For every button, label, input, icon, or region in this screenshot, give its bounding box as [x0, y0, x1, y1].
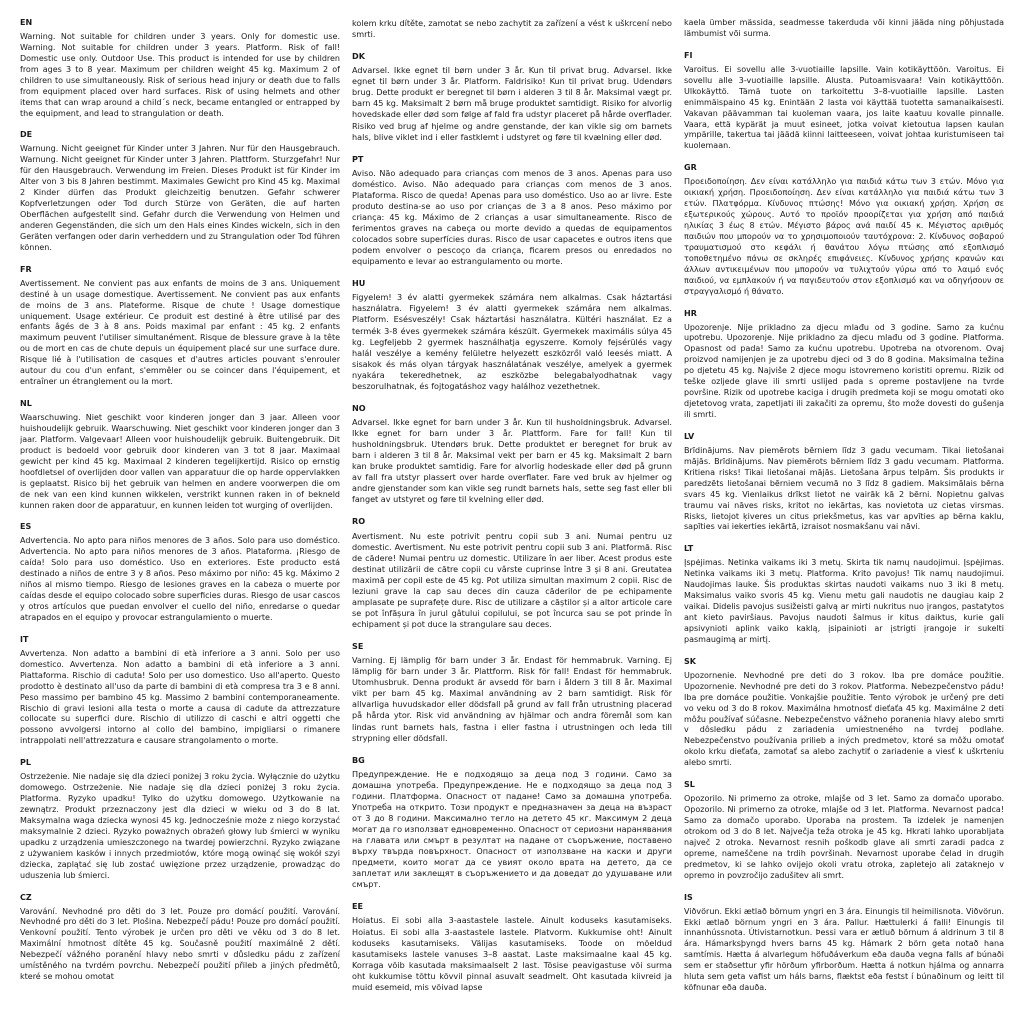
- warning-text: kolem krku dítěte, zamotat se nebo zachytit za zařízení a vést k uškrcení nebo smrti.: [352, 18, 672, 40]
- warning-text: Waarschuwing. Niet geschikt voor kinderen jonger dan 3 jaar. Alleen voor huishoudelijk gebruik. Waarschuwing. Niet geschikt voor kinderen jonger dan 3 jaar. Platform. Valgevaar! Alleen voor huishoudelijk gebruik. Buitengebruik. Dit product is bedoeld voor gebruik door kinderen van 3 tot 8 jaar. Maximaal gewicht per kind 45 kg. Maximaal 2 kinderen tegelijkertijd. Risico op ernstig hoofdletsel of overlijden door vallen van apparatuur die op harde oppervlakken is geplaatst. Risico bij het gebruik van helmen en andere voorwerpen die om de nek van een kind kunnen wikkelen, verstrikt kunnen raken in of bekneld kunnen raken door de apparatuur, en kunnen leiden tot wurging of overlijden.: [20, 413, 340, 510]
- language-section-cz: [20, 893, 340, 984]
- language-code: IT: [20, 634, 29, 644]
- language-section-gr: [684, 163, 1004, 297]
- language-code: EE: [352, 901, 364, 912]
- warning-text: Предупреждение. Не е подходящо за деца под 3 години. Само за домашна употреба. Предупреждение. Не е подходящо за деца под 3 години. Платформа. Опасност от падане! Само за домашна употреба. Употреба на открито. Този продукт е предназначен за деца на възраст от 3 до 8 години. Максимално тегло на детето 45 кг. Максимум 2 деца могат да го използват едновременно. Опасност от сериозни наранявания на главата или смърт в резултат на падане от съоръжение, поставено върху твърда повърхност. Опасност от използване на каски и други предмети, които могат да се увият около врата на детето, да се заплетат или заклещят в съоръжението и да доведат до удушаване или смърт.: [352, 768, 672, 890]
- language-section-fi: [684, 51, 1004, 152]
- language-code: SE: [352, 641, 364, 652]
- warning-text: Avvertenza. Non adatto a bambini di età inferiore a 3 anni. Solo per uso domestico. Avvertenza. Non adatto a bambini di età inferiore a 3 anni. Piattaforma. Rischio di caduta! Solo per uso domestico. Uso all'aperto. Questo prodotto è destinato all'uso da parte di bambini di età compresa tra 3 e 8 anni. Peso massimo per bambino 45 kg. Massimo 2 bambini contemporaneamente. Rischio di gravi lesioni alla testa o morte a causa di cadute da attrezzature collocate su superfici dure. Rischio di utilizzo di caschi e altri oggetti che possono avvolgersi intorno al collo del bambino, impigliarsi o rimanere intrappolati nell'attrezzatura e causare strangolamento o morte.: [20, 648, 340, 746]
- language-code: DE: [20, 130, 33, 140]
- warning-text: Upozornenie. Nevhodné pre deti do 3 rokov. Iba pre domáce použitie. Upozornenie. Nevhodné pre deti do 3 rokov. Platforma. Nebezpečenstvo pádu! Iba pre domáce použitie. Vonkajšie použitie. Tento výrobok je určený pre deti vo veku od 3 do 8 rokov. Maximálna hmotnosť dieťaťa 45 kg. Maximálne 2 deti môžu používať súčasne. Nebezpečenstvo vážneho poranenia hlavy alebo smrti v dôsledku pádu z zariadenia umiestneného na tvrdej podlahe. Nebezpečenstvo používania prilieb a iných predmetov, ktoré sa môžu omotať okolo krku dieťaťa, zamotať sa alebo zachytiť o zariadenie a viesť k uškrteniu alebo smrti.: [684, 670, 1004, 768]
- warning-text: Varoitus. Ei sovellu alle 3-vuotiaille lapsille. Vain kotikäyttöön. Varoitus. Ei sovellu alle 3-vuotiaille lapsille. Alusta. Putoamisvaara! Vain kotikäyttöön. Ulkokäyttö. Tämä tuote on tarkoitettu 3–8-vuotiaille lapsille. Lasten enimmäispaino 45 kg. Enintään 2 lasta voi käyttää tuotetta samanaikaisesti. Vakavan päävamman tai kuoleman vaara, jos laite kaatuu kovalle pinnalle. Vaara, että kypärät ja muut esineet, jotka voivat kietoutua lapsen kaulan ympärille, takertua tai jäädä kiinni laitteeseen, voivat johtaa kuristumiseen tai kuolemaan.: [684, 64, 1004, 151]
- language-code: EN: [20, 18, 33, 27]
- warning-text: Warning. Not suitable for children under 3 years. Only for domestic use. Warning. Not suitable for children under 3 years. Platform. Risk of fall! Domestic use only. Outdoor Use. This product is intended for use by children from ages 3 to 8 year. Maximum per children weight 45 kg. Maximum 2 of children to use simultaneously. Risk of serious head injury or death due to falls from equipment placed over hard surfaces. Risk of using helmets and other items that can wrap around a child´s neck, became entangled or entrapped by the equipment, and lead to strangulation or death.: [20, 31, 340, 118]
- language-section-ro: [352, 516, 672, 630]
- language-code: FR: [20, 264, 32, 274]
- language-code: PT: [352, 153, 364, 164]
- language-section-continued: [352, 18, 672, 40]
- language-code: FI: [684, 50, 693, 60]
- language-code: SL: [684, 780, 695, 790]
- language-code: GR: [684, 163, 697, 173]
- language-section-lt: [684, 544, 1004, 645]
- language-section-bg: [352, 755, 672, 891]
- language-section-en: [20, 18, 340, 119]
- warning-text: Upozorenje. Nije prikladno za djecu mlađu od 3 godine. Samo za kućnu upotrebu. Upozorenje. Nije prikladno za djecu mlađu od 3 godine. Platforma. Opasnost od pada! Samo za kućnu upotrebu. Upotreba na otvorenom. Ovaj proizvod namijenjen je za upotrebu djeci od 3 do 8 godina. Maksimalna težina po djetetu 45 kg. Najviše 2 djece mogu istovremeno koristiti opremu. Rizik od teške ozljede glave ili smrti uslijed pada s opreme postavljene na tvrde površine. Rizik od upotrebe kaciga i drugih predmeta koji se mogu omotati oko djetetovog vrata, zapetljati ili zakačiti za opremu, što može dovesti do gušenja ili smrti.: [684, 322, 1004, 419]
- warning-text: Advarsel. Ikke egnet for barn under 3 år. Kun til husholdningsbruk. Advarsel. Ikke egnet for barn under 3 år. Plattform. Fare for fall! Kun til husholdningsbruk. Utendørs bruk. Dette produktet er beregnet for bruk av barn i alderen 3 til 8 år. Maksimal vekt per barn er 45 kg. Maksimalt 2 barn kan bruke produktet samtidig. Fare for alvorlig hodeskade eller død på grunn av fall fra utstyr plassert over harde overflater. Fare ved bruk av hjelmer og andre gjenstander som kan vikle seg rundt barnets hals, sette seg fast eller bli fanget av utstyret og føre til kvelning eller død.: [352, 416, 672, 505]
- language-section-no: [352, 403, 672, 506]
- warning-text: Advertencia. No apto para niños menores de 3 años. Solo para uso doméstico. Advertencia. No apto para niños menores de 3 años. Plataforma. ¡Riesgo de caída! Solo para uso doméstico. Uso en exteriores. Este producto está destinado a niños de entre 3 y 8 años. Peso máximo por niño: 45 kg. Máximo 2 niños al mismo tiempo. Riesgo de lesiones graves en la cabeza o muerte por caídas desde el equipo colocado sobre superficies duras. Riesgo de usar cascos y otros artículos que puedan envolver el cuello del niño, enredarse o quedar atrapados en el equipo y provocar estrangulamiento o muerte.: [20, 536, 340, 622]
- language-section-hu: [352, 278, 672, 392]
- language-section-sk: [684, 657, 1004, 769]
- language-code: CZ: [20, 892, 32, 902]
- warning-text: Įspėjimas. Netinka vaikams iki 3 metų. Skirta tik namų naudojimui. Įspėjimas. Netinka vaikams iki 3 metų. Platforma. Krito pavojus! Tik namų naudojimui. Naudojimas lauke. Šis produktas skirtas naudoti vaikams nuo 3 iki 8 metų. Maksimalus vaiko svoris 45 kg. Vienu metu gali naudotis ne daugiau kaip 2 vaikai. Didelis pavojus susižeisti galvą ar mirti nukritus nuo įrangos, pastatytos ant kieto paviršiaus. Pavojus naudoti šalmus ir kitus daiktus, kurie gali apsivynioti aplink vaiko kaklą, įsipainioti ar įstrigti įrangoje ir sukelti pasmaugimą ar mirtį.: [684, 558, 1004, 644]
- language-section-lv: [684, 432, 1004, 533]
- language-section-es: [20, 522, 340, 623]
- language-section-it: [20, 635, 340, 747]
- language-code: HR: [684, 308, 697, 318]
- warning-text: Figyelem! 3 év alatti gyermekek számára nem alkalmas. Csak háztartási használatra. Figyelem! 3 év alatti gyermekek számára nem alkalmas. Platform. Esésveszély! Csak háztartási használatra. Kültéri használat. Ez a termék 3-8 éves gyermekek számára készült. Gyermekek maximális súlya 45 kg. Legfeljebb 2 gyermek használhatja egyszerre. Komoly fejsérülés vagy halál veszélye a kemény felületre helyezett eszközről való leesés miatt. A sisakok és más olyan tárgyak használatának veszélye, amelyek a gyermek nyakára tekeredhetnek, az eszközbe belegabalyodhatnak vagy beszorulhatnak, és fojtogatáshoz vagy halálhoz vezethetnek.: [352, 292, 672, 391]
- language-section-ee: [352, 901, 672, 993]
- language-code: BG: [352, 754, 365, 765]
- warning-text: Hoiatus. Ei sobi alla 3-aastastele lastele. Ainult koduseks kasutamiseks. Hoiatus. Ei sobi alla 3-aastastele lastele. Platvorm. Kukkumise oht! Ainult koduseks kasutamiseks. Välijas kasutamiseks. Toode on mõeldud kasutamiseks lastele vanuses 3–8 aastat. Laste maksimaalne kaal 45 kg. Korraga võib kasutada maksimaalselt 2 last. Tõsise peavigastuse või surma oht kukkumise tõttu kõvvil pinnal asuvalt seadmelt. Oht kasutada kiivreid ja muid esemeid, mis võivad lapse: [352, 915, 672, 992]
- language-section-dk: [352, 51, 672, 143]
- warning-label-page: [20, 18, 1004, 1014]
- language-code: PL: [20, 758, 31, 768]
- warning-text: kaela ümber mässida, seadmesse takerduda või kinni jääda ning põhjustada lämbumist või surma.: [684, 18, 1004, 38]
- language-section-hr: [684, 309, 1004, 421]
- text-column-3: [684, 18, 1004, 1014]
- warning-text: Varning. Ej lämplig för barn under 3 år. Endast för hemmabruk. Varning. Ej lämplig för barn under 3 år. Plattform. Risk för fall! Endast för hemmabruk. Utomhusbruk. Denna produkt är avsedd för barn i åldern 3 till 8 år. Maximal vikt per barn 45 kg. Maximal användning av 2 barn samtidigt. Risk för allvarliga huvudskador eller dödsfall på grund av fall från utrustning placerad på hårda ytor. Risk vid användning av hjälmar och andra föremål som kan lindas runt barnets hals, fastna i eller fastna i utrustningen och leda till strypning eller dödsfall.: [352, 655, 672, 743]
- language-code: NL: [20, 399, 32, 409]
- language-section-de: [20, 130, 340, 253]
- warning-text: Προειδοποίηση. Δεν είναι κατάλληλο για παιδιά κάτω των 3 ετών. Μόνο για οικιακή χρήση. Προειδοποίηση. Δεν είναι κατάλληλο για παιδιά κάτω των 3 ετών. Πλατφόρμα. Κίνδυνος πτώσης! Μόνο για οικιακή χρήση. Χρήση σε εξωτερικούς χώρους. Αυτό το προϊόν προορίζεται για χρήση από παιδιά ηλικίας 3 έως 8 ετών. Μέγιστο βάρος ανά παιδί 45 κ. Μέγιστος αριθμός παιδιών που μπορούν να το χρησιμοποιούν ταυτόχρονα: 2. Κίνδυνος σοβαρού τραυματισμού στο κεφάλι ή θανάτου λόγω πτώσης από εξοπλισμό τοποθετημένο πάνω σε σκληρές επιφάνειες. Κίνδυνος χρήσης κρανών και άλλων αντικειμένων που μπορούν να τυλιχτούν γύρω από το λαιμό ενός παιδιού, να εμπλακούν ή να παγιδευτούν στον εξοπλισμό και να οδηγήσουν σε στραγγαλισμό ή θάνατο.: [684, 177, 1004, 296]
- language-code: DK: [352, 51, 365, 62]
- language-code: IS: [684, 892, 693, 902]
- language-section-se: [352, 641, 672, 744]
- language-section-is: [684, 893, 1004, 994]
- warning-text: Varování. Nevhodné pro děti do 3 let. Pouze pro domácí použití. Varování. Nevhodné pro děti do 3 let. Plošina. Nebezpečí pádu! Pouze pro domácí použití. Venkovní použití. Tento výrobek je určen pro děti ve věku od 3 do 8 let. Maximální hmotnost dítěte 45 kg. Současně použití maximálně 2 dětí. Nebezpečí vážného poranění hlavy nebo smrti v důsledku pádu z zařízení umístěného na tvrdém povrchu. Nebezpečí použití přileb a jiných předmětů, které se mohou omotat: [20, 906, 340, 982]
- language-section-pl: [20, 758, 340, 881]
- text-column-1: [20, 18, 340, 1014]
- warning-text: Avertissement. Ne convient pas aux enfants de moins de 3 ans. Uniquement destiné à un usage domestique. Avertissement. Ne convient pas aux enfants de moins de 3 ans. Plateforme. Risque de chute ! Usage domestique uniquement. Usage extérieur. Ce produit est destiné à être utilisé par des enfants âgés de 3 à 8 ans. Poids maximal par enfant : 45 kg. 2 enfants maximum peuvent l'utiliser simultanément. Risque de blessure grave à la tête ou de mort en cas de chute depuis un équipement placé sur une surface dure. Risque lié à l'utilisation de casques et d'autres articles pouvant s'enrouler autour du cou d'un enfant, s'emmêler ou se coincer dans l'équipement, et entraîner un étranglement ou la mort.: [20, 278, 340, 387]
- language-code: LV: [684, 431, 695, 441]
- warning-text: Advarsel. Ikke egnet til børn under 3 år. Kun til privat brug. Advarsel. Ikke egnet til børn under 3 år. Platform. Faldrisiko! Kun til privat brug. Udendørs brug. Dette produkt er beregnet til børn i alderen 3 til 8 år. Maksimal vægt pr. barn 45 kg. Maksimalt 2 børn må bruge produktet samtidigt. Risiko for alvorlig hovedskade eller død som følge af fald fra udstyr placeret på hårde overflader. Risiko ved brug af hjelme og andre genstande, der kan vikle sig om barnets hals, blive viklet ind i eller fastklemt i udstyret og føre til kvælning eller død.: [352, 65, 672, 142]
- language-section-fr: [20, 265, 340, 388]
- warning-text: Viðvörun. Ekki ætlað börnum yngri en 3 ára. Einungis til heimilisnota. Viðvörun. Ekki ætlað börnum yngri en 3 ára. Pallur. Hættulerki á falli! Einungis til innanhússnota. Útivistarnotkun. Þessi vara er ætluð börnum á aldrinum 3 til 8 ára. Hámarksþyngd hvers barns 45 kg. Hámark 2 börn geta notað hana samtímis. Hætta á alvarlegum höfuðáverkum eða dauða vegna falls af búnaði sem er staðsettur yfir hörðum yfirborðum. Hætta á notkun hjálma og annarra hluta sem geta vafist um háls barns, flæktst eða festst í búnaðinum og leitt til köfnunar eða dauða.: [684, 906, 1004, 993]
- language-code: LT: [684, 544, 694, 554]
- language-code: HU: [352, 278, 366, 289]
- text-column-2: [352, 18, 672, 1014]
- warning-text: Aviso. Não adequado para crianças com menos de 3 anos. Apenas para uso doméstico. Aviso. Não adequado para crianças com menos de 3 anos. Plataforma. Risco de queda! Apenas para uso doméstico. Uso ao ar livre. Este produto destina-se ao uso por crianças de 3 a 8 anos. Peso máximo por criança: 45 kg. Máximo de 2 crianças a usar simultaneamente. Risco de ferimentos graves na cabeça ou morte devido a quedas de equipamentos colocados sobre superfícies duras. Risco de usar capacetes e outros itens que podem envolver o pescoço da criança, ficarem presos ou enredados no equipamento e levar ao estrangulamento ou morte.: [352, 167, 672, 267]
- warning-text: Avertisment. Nu este potrivit pentru copii sub 3 ani. Numai pentru uz domestic. Avertisment. Nu este potrivit pentru copii sub 3 ani. Platformă. Risc de cădere! Numai pentru uz domestic. Utilizare în aer liber. Acest produs este destinat utilizării de către copii cu vârste cuprinse între 3 și 8 ani. Greutatea maximă per copil este de 45 kg. Pot utiliza simultan maximum 2 copii. Risc de leziuni grave la cap sau deces din cauza căderilor de pe echipamente amplasate pe suprafețe dure. Risc de utilizare a căștilor și a altor articole care se pot înfășura în jurul gâtului copilului, se pot încurca sau se pot prinde în echipament și pot duce la strangulare sau deces.: [352, 530, 672, 629]
- language-section-pt: [352, 154, 672, 268]
- warning-text: Warnung. Nicht geeignet für Kinder unter 3 Jahren. Nur für den Hausgebrauch. Warnung. Nicht geeignet für Kinder unter 3 Jahren. Plattform. Sturzgefahr! Nur für den Hausgebrauch. Verwendung im Freien. Dieses Produkt ist für Kinder im Alter von 3 bis 8 Jahren bestimmt. Maximales Gewicht pro Kind 45 kg. Maximal 2 Kinder dürfen das Produkt gleichzeitig benutzen. Gefahr schwerer Kopfverletzungen oder Tod durch Stürze von Geräten, die auf harten Oberflächen aufgestellt sind. Gefahr durch die Verwendung von Helmen und anderen Gegenständen, die sich um den Hals eines Kindes wickeln, sich in den Geräten verfangen oder darin verheddern und zu Strangulation oder Tod führen können.: [20, 144, 340, 252]
- language-section-nl: [20, 399, 340, 511]
- language-section-continued: [684, 18, 1004, 40]
- warning-text: Opozorilo. Ni primerno za otroke, mlajše od 3 let. Samo za domačo uporabo. Opozorilo. Ni primerno za otroke, mlajše od 3 let. Platforma. Nevarnost padca! Samo za domačo uporabo. Uporaba na prostem. Ta izdelek je namenjen otrokom od 3 do 8 let. Največja teža otroka je 45 kg. Hkrati lahko uporabljata največ 2 otroka. Nevarnost resnih poškodb glave ali smrti zaradi padca z opreme, nameščene na trdih površinah. Nevarnost uporabe čelad in drugih predmetov, ki se lahko ovijejo okoli vratu otroka, zapletejo ali zataknejo v opremo in povzročijo zadušitev ali smrt.: [684, 794, 1004, 880]
- warning-text: Brīdinājums. Nav piemērots bērniem līdz 3 gadu vecumam. Tikai lietošanai mājās. Brīdinājums. Nav piemērots bērniem līdz 3 gadu vecumam. Platforma. Kritiena risks! Tikai lietošanai mājās. Lietošana ārpus telpām. Šis produkts ir paredzēts lietošanai bērniem vecumā no 3 līdz 8 gadiem. Maksimālais bērna svars 45 kg. Vienlaikus drīkst lietot ne vairāk kā 2 bērni. Nopietnu galvas traumu vai nāves risks, kritot no iekārtas, kas novietota uz cietas virsmas. Risks, lietojot ķiveres un citus priekšmetus, kas var apvīties ap bērna kaklu, sapīties vai iekerties iekārtā, izraisot nosmakšanu vai nāvi.: [684, 445, 1004, 532]
- language-code: NO: [352, 402, 366, 413]
- warning-text: Ostrzeżenie. Nie nadaje się dla dzieci poniżej 3 roku życia. Wyłącznie do użytku domowego. Ostrzeżenie. Nie nadaje się dla dzieci poniżej 3 roku życia. Platforma. Ryzyko upadku! Tylko do użytku domowego. Użytkowanie na zewnątrz. Produkt przeznaczony jest dla dzieci w wieku od 3 do 8 lat. Maksymalna waga dziecka wynosi 45 kg. Jednocześnie może z niego korzystać maksymalnie 2 dzieci. Ryzyko poważnych obrażeń głowy lub śmierci w wyniku upadku z urządzenia umieszczonego na twardej powierzchni. Ryzyko związane z używaniem kasków i innych przedmiotów, które mogą owinąć się wokół szyi dziecka, zaplątać się lub zostać uwięzione przez urządzenie, prowadząc do uduszenia lub śmierci.: [20, 772, 340, 880]
- language-section-sl: [684, 780, 1004, 881]
- language-code: RO: [352, 516, 366, 527]
- language-code: ES: [20, 522, 32, 532]
- language-code: SK: [684, 656, 696, 666]
